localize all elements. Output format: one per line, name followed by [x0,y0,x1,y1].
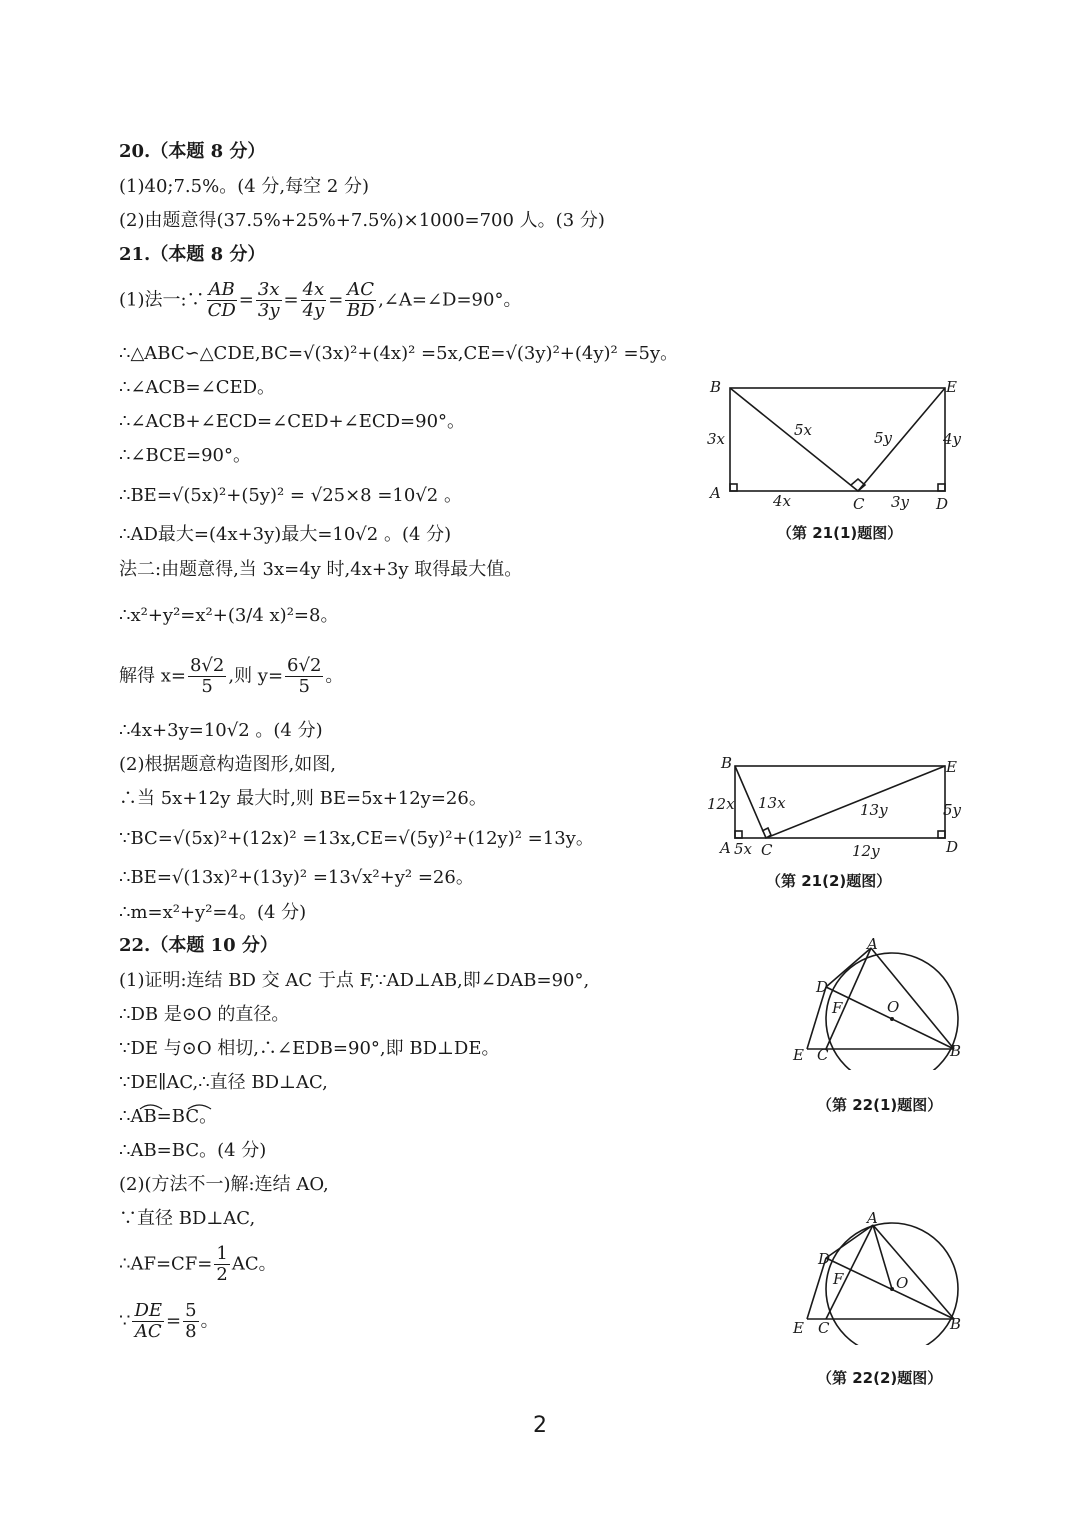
q21-method1-angle: ,∠A=∠D=90°。 [378,289,522,311]
svg-text:5y: 5y [874,429,893,447]
fraction-ac-bd: $\frac{AC}{BD}$ [346,279,375,321]
q21-method2-solve: 解得 x= $\frac{8√2}{5}$ ,则 y= $\frac{6√2}{5}$ 。 [119,655,344,697]
arc-marks [138,1100,218,1110]
svg-text:C: C [853,495,865,513]
svg-text:4y: 4y [943,430,962,448]
q21-part2-bc: ∵BC=√(5x)²+(12x)² =13x,CE=√(5y)²+(12y)² =13y。 [119,828,594,849]
svg-text:E: E [946,378,957,396]
svg-text:5x: 5x [734,840,753,858]
q22-part2-diameter: ∵直径 BD⊥AC, [119,1208,256,1229]
figure-21-1 [700,372,970,517]
svg-text:C: C [761,841,773,859]
svg-text:B: B [721,754,733,772]
svg-text:A: A [867,1209,878,1227]
q21-method2-intro: 法二:由题意得,当 3x=4y 时,4x+3y 取得最大值。 [119,559,523,580]
svg-text:B: B [950,1042,962,1060]
svg-text:O: O [887,998,900,1016]
svg-text:3y: 3y [891,493,910,511]
svg-text:D: D [936,495,949,513]
q21-part2-intro: (2)根据题意构造图形,如图, [119,754,336,775]
svg-text:F: F [833,1270,844,1288]
q21-method2-equation: ∴x²+y²=x²+(3/4 x)²=8。 [119,605,339,626]
fraction-x-value: $\frac{8√2}{5}$ [189,655,225,697]
figure-22-2 [785,1205,970,1345]
q21-similar-line: ∴△ABC∽△CDE,BC=√(3x)²+(4x)² =5x,CE=√(3y)²+(4y)² =5y。 [119,343,679,364]
q21-be-line: ∴BE=√(5x)²+(5y)² = √25×8 =10√2 。 [119,485,462,506]
figure-21-2-caption: （第 21(2)题图） [766,872,892,890]
svg-text:B: B [710,378,722,396]
figure-22-2-caption: （第 22(2)题图） [817,1369,943,1387]
q21-method1-intro: (1)法一:∵ [119,289,205,311]
svg-text:5x: 5x [794,421,813,439]
svg-text:12x: 12x [707,795,735,813]
svg-text:F: F [832,999,843,1017]
svg-text:B: B [950,1315,962,1333]
q22-proof-line: (1)证明:连结 BD 交 AC 于点 F,∵AD⊥AB,即∠DAB=90°, [119,970,590,991]
q22-header: 22.（本题 10 分） [119,935,278,956]
svg-text:D: D [946,838,959,856]
q21-header: 21.（本题 8 分） [119,244,266,265]
q21-method2-result: ∴4x+3y=10√2 。(4 分) [119,720,323,741]
q22-part2-ratio: ∵ $\frac{DE}{AC}$ = $\frac{5}{8}$ 。 [119,1300,219,1342]
q20-part1: (1)40;7.5%。(4 分,每空 2 分) [119,176,370,197]
svg-text:13y: 13y [860,801,888,819]
q20-header: 20.（本题 8 分） [119,141,266,162]
figure-21-2 [700,752,970,862]
page-number: 2 [533,1413,547,1438]
q22-diameter-line: ∴DB 是⊙O 的直径。 [119,1004,290,1025]
svg-text:A: A [710,484,721,502]
svg-text:A: A [720,839,731,857]
q22-parallel-line: ∵DE∥AC,∴直径 BD⊥AC, [119,1072,328,1093]
q22-arc-line: ∴AB=BC。 [119,1106,218,1127]
svg-text:4x: 4x [773,492,792,510]
svg-text:O: O [896,1274,909,1292]
svg-text:5y: 5y [943,801,962,819]
fraction-ab-cd: $\frac{AB}{CD}$ [207,279,236,321]
fraction-3x-3y: $\frac{3x}{3y}$ [257,279,280,321]
q21-ad-line: ∴AD最大=(4x+3y)最大=10√2 。(4 分) [119,524,452,545]
fraction-one-half: $\frac{1}{2}$ [216,1243,228,1285]
svg-text:12y: 12y [852,842,880,860]
figure-21-1-caption: （第 21(1)题图） [777,524,903,542]
q21-part2-be: ∴BE=√(13x)²+(13y)² =13√x²+y² =26。 [119,867,474,888]
q21-acb-line: ∴∠ACB=∠CED。 [119,377,276,398]
fraction-de-ac: $\frac{DE}{AC}$ [134,1300,163,1342]
q21-part2-max: ∴当 5x+12y 最大时,则 BE=5x+12y=26。 [119,788,487,809]
q21-part2-m: ∴m=x²+y²=4。(4 分) [119,902,307,923]
figure-22-1-caption: （第 22(1)题图） [817,1096,943,1114]
fraction-y-value: $\frac{6√2}{5}$ [287,655,322,697]
svg-text:3x: 3x [707,430,726,448]
svg-text:E: E [946,758,957,776]
q21-sum-line: ∴∠ACB+∠ECD=∠CED+∠ECD=90°。 [119,411,466,432]
svg-text:D: D [816,978,829,996]
q21-bce-line: ∴∠BCE=90°。 [119,445,251,466]
q22-tangent-line: ∵DE 与⊙O 相切,∴∠EDB=90°,即 BD⊥DE。 [119,1038,500,1059]
svg-text:13x: 13x [758,794,786,812]
svg-text:E: E [793,1319,804,1337]
fraction-4x-4y: $\frac{4x}{4y}$ [302,279,325,321]
q22-part2-intro: (2)(方法不一)解:连结 AO, [119,1174,329,1195]
svg-text:A: A [867,935,878,953]
q22-part2-af: ∴AF=CF= $\frac{1}{2}$ AC。 [119,1243,277,1285]
q22-equal-line: ∴AB=BC。(4 分) [119,1140,267,1161]
svg-text:C: C [818,1319,830,1337]
q20-part2: (2)由题意得(37.5%+25%+7.5%)×1000=700 人。(3 分) [119,210,605,231]
q21-method1-ratio: (1)法一:∵ $\frac{AB}{CD}$ = $\frac{3x}{3y}$ = $\frac{4x}{4y}$ = $\frac{AC}{BD}$ ,∠A=∠D=90°。 [119,279,522,321]
svg-text:D: D [818,1250,831,1268]
fraction-five-eighths: $\frac{5}{8}$ [185,1300,197,1342]
figure-22-1 [785,935,970,1070]
svg-text:E: E [793,1046,804,1064]
svg-text:C: C [817,1046,829,1064]
